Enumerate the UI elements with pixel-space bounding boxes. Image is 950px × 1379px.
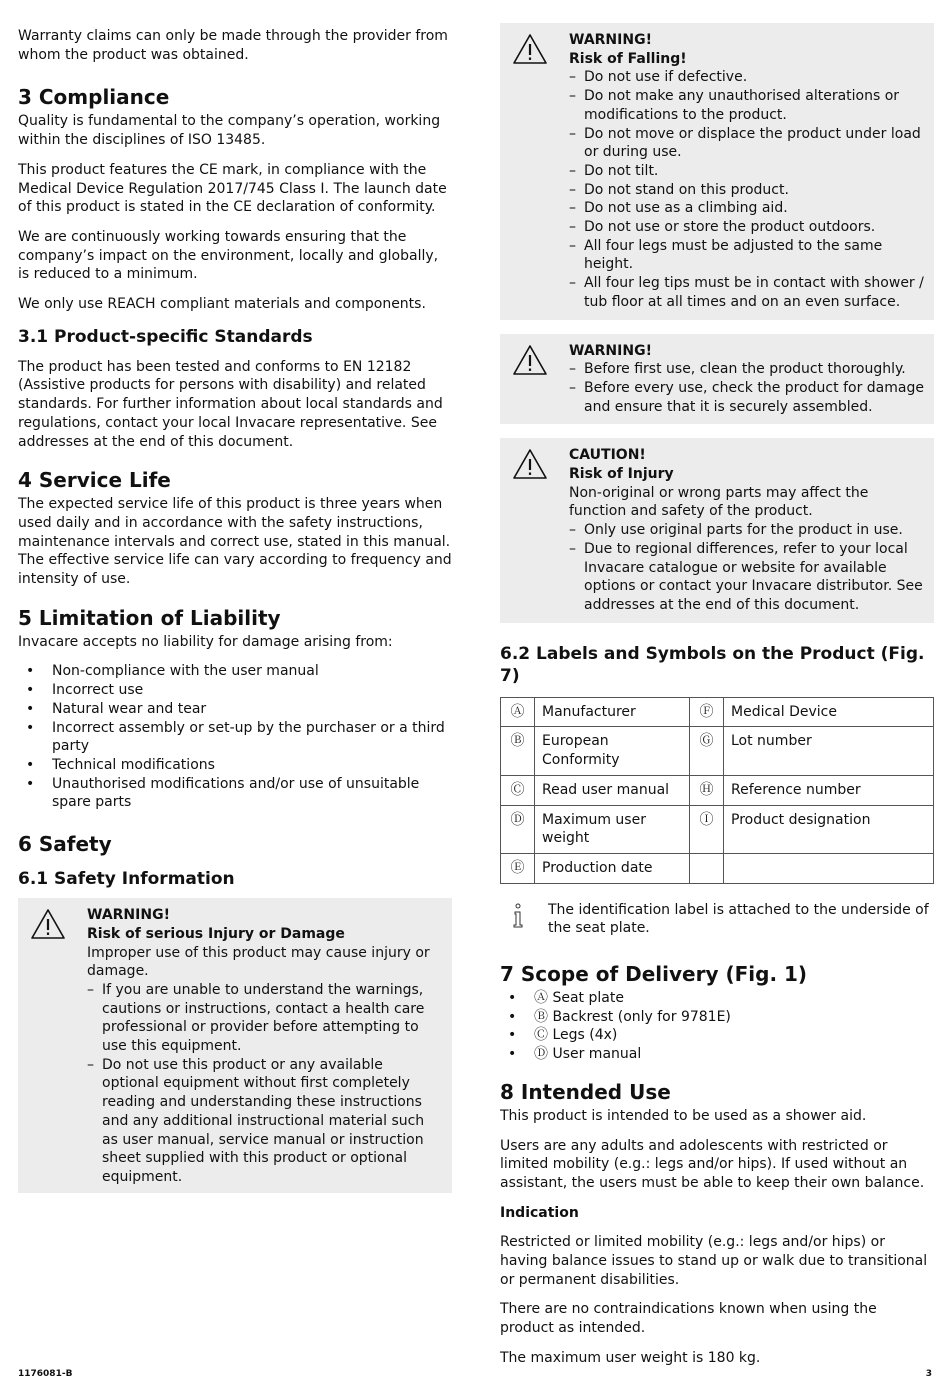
label-cell: European Conformity bbox=[535, 727, 690, 775]
compliance-paragraph: We only use REACH compliant materials and components. bbox=[18, 296, 426, 313]
info-note bbox=[500, 901, 934, 938]
warning-list bbox=[87, 981, 444, 1187]
warning-title: Risk of Falling! bbox=[569, 50, 687, 67]
label-cell: Lot number bbox=[724, 727, 934, 775]
service-life-heading: 4 Service Life bbox=[18, 468, 171, 493]
list-item: – All four legs must be adjusted to the same height. bbox=[569, 237, 883, 273]
warning-box-clean bbox=[500, 334, 934, 425]
list-item: – Do not use as a climbing aid. bbox=[569, 200, 788, 217]
warning-triangle-icon bbox=[30, 908, 66, 940]
list-item: – All four leg tips must be in contact with shower / tub floor at all times and on an even surface. bbox=[569, 275, 924, 310]
warning-triangle-icon bbox=[512, 33, 548, 65]
list-item: • Non-compliance with the user manual bbox=[26, 663, 319, 680]
contraindication-paragraph: There are no contraindications known when using the product as intended. bbox=[500, 1301, 877, 1337]
left-column bbox=[18, 0, 452, 1193]
list-item: – Only use original parts for the product in use. bbox=[569, 522, 903, 539]
symbol-cell: Ⓓ bbox=[501, 805, 535, 853]
label-cell: Read user manual bbox=[535, 775, 690, 805]
table-row bbox=[501, 775, 934, 805]
compliance-heading: 3 Compliance bbox=[18, 85, 170, 110]
symbol-cell: Ⓕ bbox=[690, 697, 724, 727]
caution-box bbox=[500, 438, 934, 622]
list-item: – Before every use, check the product for damage and ensure that it is securely assembled. bbox=[569, 379, 924, 415]
symbol-cell: Ⓘ bbox=[690, 805, 724, 853]
service-life-paragraph: The expected service life of this product is three years when used daily and in accordance with the safety instructions, maintenance intervals and correct use, stated in this manual. The effective service life can vary according to frequency and intensity of use. bbox=[18, 496, 452, 588]
list-item: – Do not tilt. bbox=[569, 162, 659, 179]
symbol-cell: Ⓗ bbox=[690, 775, 724, 805]
delivery-list bbox=[500, 989, 934, 1064]
info-text: The identification label is attached to the underside of the seat plate. bbox=[548, 901, 929, 937]
indication-paragraph: Restricted or limited mobility (e.g.: legs and/or hips) or having balance issues to stand up or walk due to transitional or permanent disabilities. bbox=[500, 1234, 928, 1288]
list-item: – Do not stand on this product. bbox=[569, 181, 789, 198]
warranty-text: Warranty claims can only be made through the provider from whom the product was obtained. bbox=[18, 28, 448, 63]
standards-paragraph: The product has been tested and conforms to EN 12182 (Assistive products for persons with disability) and related standards. For further information about local standards and regulations, contact your local Invacare representative. See addresses at the end of this document. bbox=[18, 358, 443, 450]
table-row bbox=[501, 727, 934, 775]
label-cell: Product designation bbox=[724, 805, 934, 853]
list-item: – If you are unable to understand the warnings, cautions or instructions, contact a health care professional or provider before attempting to use this equipment. bbox=[87, 981, 425, 1055]
table-row bbox=[501, 805, 934, 853]
warning-title: Risk of serious Injury or Damage bbox=[87, 925, 345, 942]
document-number: 1176081-B bbox=[18, 1369, 73, 1379]
safety-heading: 6 Safety bbox=[18, 832, 112, 857]
label-cell: Production date bbox=[535, 853, 690, 883]
list-item: • Ⓒ Legs (4x) bbox=[508, 1027, 618, 1044]
labels-table bbox=[500, 697, 934, 884]
label-cell bbox=[724, 853, 934, 883]
caution-triangle-icon bbox=[512, 448, 548, 480]
list-item: • Ⓑ Backrest (only for 9781E) bbox=[508, 1008, 731, 1025]
symbol-cell: Ⓒ bbox=[501, 775, 535, 805]
symbol-cell: Ⓐ bbox=[501, 697, 535, 727]
compliance-paragraph: We are continuously working towards ensuring that the company’s impact on the environment, locally and globally, is reduced to a minimum. bbox=[18, 228, 439, 283]
warning-box-falling bbox=[500, 23, 934, 320]
compliance-paragraph: This product features the CE mark, in compliance with the Medical Device Regulation 2017/745 Class I. The launch date of this product is stated in the CE declaration of conformity. bbox=[18, 161, 447, 216]
caution-body: Non-original or wrong parts may affect the function and safety of the product. bbox=[569, 484, 869, 520]
list-item: • Ⓐ Seat plate bbox=[508, 990, 624, 1007]
liability-list bbox=[18, 662, 452, 812]
warning-body: Improper use of this product may cause injury or damage. bbox=[87, 944, 430, 980]
standards-heading: 3.1 Product-specific Standards bbox=[18, 326, 313, 347]
list-item: – Do not use this product or any available optional equipment without first completely reading and understanding these instructions and any additional instructional material such as user manual, service manual or instruction sheet supplied with this product or optional equipment. bbox=[87, 1056, 425, 1185]
safety-info-heading: 6.1 Safety Information bbox=[18, 869, 235, 890]
warning-label: WARNING! bbox=[87, 907, 170, 924]
intended-use-paragraph: Users are any adults and adolescents with restricted or limited mobility (e.g.: legs and/or hips). If used without an assistant, the users must be able to keep their own balance. bbox=[500, 1137, 925, 1191]
max-weight-paragraph: The maximum user weight is 180 kg. bbox=[500, 1349, 761, 1366]
list-item: – Due to regional differences, refer to your local Invacare catalogue or website for available options or contact your Invacare distributor. See addresses at the end of this document. bbox=[569, 540, 923, 613]
symbol-cell bbox=[690, 853, 724, 883]
list-item: • Ⓓ User manual bbox=[508, 1046, 642, 1063]
caution-title: Risk of Injury bbox=[569, 466, 674, 483]
warning-label: WARNING! bbox=[569, 342, 652, 359]
warning-label: WARNING! bbox=[569, 32, 652, 48]
indication-label: Indication bbox=[500, 1204, 579, 1221]
symbol-cell: Ⓖ bbox=[690, 727, 724, 775]
label-cell: Manufacturer bbox=[535, 697, 690, 727]
caution-label: CAUTION! bbox=[569, 447, 646, 464]
list-item: • Natural wear and tear bbox=[26, 700, 207, 717]
table-row bbox=[501, 853, 934, 883]
liability-heading: 5 Limitation of Liability bbox=[18, 605, 281, 630]
liability-intro: Invacare accepts no liability for damage arising from: bbox=[18, 633, 393, 650]
label-cell: Medical Device bbox=[724, 697, 934, 727]
labels-heading: 6.2 Labels and Symbols on the Product (Fig. 7) bbox=[500, 643, 925, 686]
list-item: • Incorrect assembly or set-up by the purchaser or a third party bbox=[26, 719, 445, 755]
warning-triangle-icon bbox=[512, 344, 548, 376]
list-item: – Do not use or store the product outdoors. bbox=[569, 219, 876, 236]
falling-list bbox=[569, 68, 926, 311]
list-item: – Do not use if defective. bbox=[569, 69, 748, 86]
table-row bbox=[501, 697, 934, 727]
list-item: – Before first use, clean the product thoroughly. bbox=[569, 361, 906, 378]
info-icon bbox=[510, 903, 526, 929]
caution-list bbox=[569, 521, 926, 615]
intended-use-heading: 8 Intended Use bbox=[500, 1079, 671, 1104]
symbol-cell: Ⓔ bbox=[501, 853, 535, 883]
list-item: – Do not move or displace the product under load or during use. bbox=[569, 125, 921, 161]
symbol-cell: Ⓑ bbox=[501, 727, 535, 775]
right-column bbox=[500, 0, 934, 1379]
list-item: • Technical modifications bbox=[26, 756, 215, 773]
delivery-heading: 7 Scope of Delivery (Fig. 1) bbox=[500, 962, 808, 987]
label-cell: Reference number bbox=[724, 775, 934, 805]
list-item: • Unauthorised modifications and/or use of unsuitable spare parts bbox=[26, 775, 420, 811]
list-item: • Incorrect use bbox=[26, 682, 144, 699]
label-cell: Maximum user weight bbox=[535, 805, 690, 853]
intended-use-paragraph: This product is intended to be used as a shower aid. bbox=[500, 1107, 867, 1124]
warning-box-injury bbox=[18, 898, 452, 1193]
clean-list bbox=[569, 360, 926, 416]
compliance-paragraph: Quality is fundamental to the company’s operation, working within the disciplines of ISO 13485. bbox=[18, 113, 441, 149]
list-item: – Do not make any unauthorised alterations or modifications to the product. bbox=[569, 88, 900, 123]
page-number: 3 bbox=[925, 1369, 932, 1379]
